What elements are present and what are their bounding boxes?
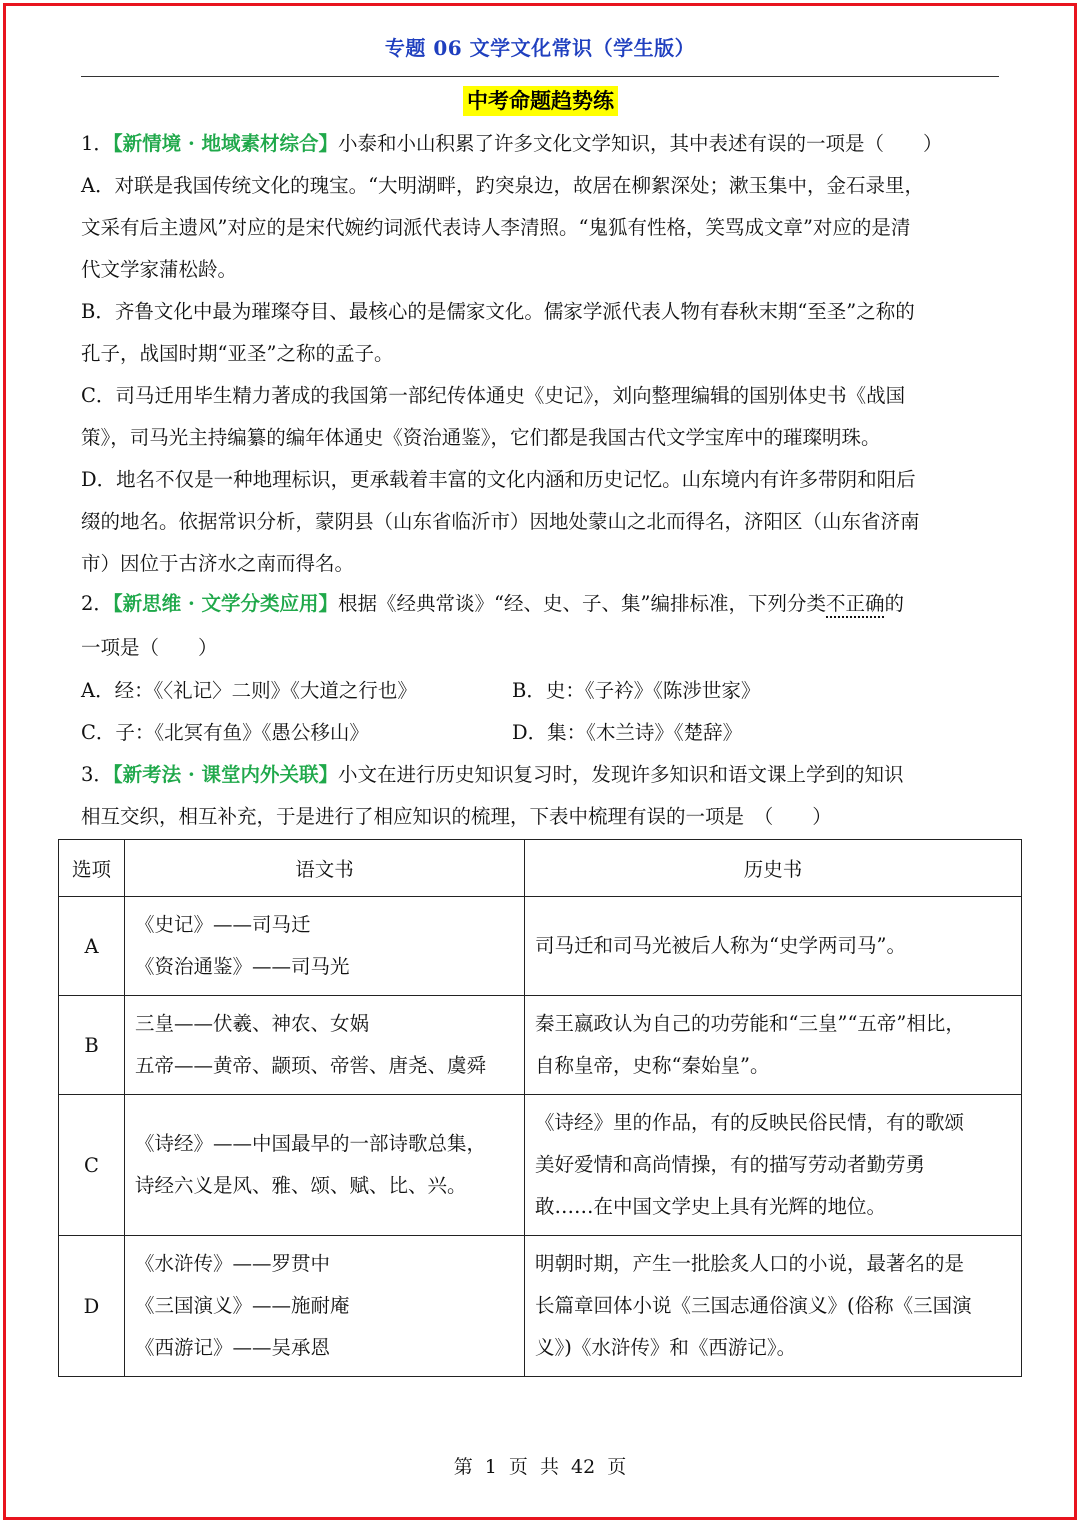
comparison-table xyxy=(58,839,1022,1377)
q2-number: 2． xyxy=(81,592,113,615)
q1-number: 1． xyxy=(81,132,113,155)
q1-stem-line xyxy=(81,130,943,158)
history-cell xyxy=(525,897,1022,996)
history-cell xyxy=(525,1095,1022,1236)
q3-number: 3． xyxy=(81,763,113,786)
header-history-book: 历史书 xyxy=(525,840,1022,897)
table-row xyxy=(59,1236,1022,1377)
q2-stem-line xyxy=(81,590,904,618)
cell-line: 诗经六义是风、雅、颂、赋、比、兴。 xyxy=(135,1174,467,1197)
cell-line: 明朝时期，产生一批脍炙人口的小说，最著名的是 xyxy=(535,1252,965,1275)
q2-option-c: C．子：《北冥有鱼》《愚公移山》 xyxy=(81,721,369,744)
q2-tag: 【新思维 · 文学分类应用】 xyxy=(112,592,339,615)
row-key: A xyxy=(59,897,125,996)
cell-line: 司马迁和司马光被后人称为“史学两司马”。 xyxy=(535,934,906,957)
cell-line: 五帝——黄帝、颛顼、帝喾、唐尧、虞舜 xyxy=(135,1054,487,1077)
header-option: 选项 xyxy=(59,840,125,897)
table-row xyxy=(59,996,1022,1095)
q2-stem-end: 的 xyxy=(884,592,905,615)
cell-line: 《史记》——司马迁 xyxy=(135,913,311,936)
q1-tag: 【新情境 · 地域素材综合】 xyxy=(112,132,339,155)
q2-option-d: D．集：《木兰诗》《楚辞》 xyxy=(512,721,743,744)
table-row xyxy=(59,897,1022,996)
cell-line: 义》)《水浒传》和《西游记》。 xyxy=(535,1336,797,1359)
cell-line: 《水浒传》——罗贯中 xyxy=(135,1252,331,1275)
chinese-cell xyxy=(125,1236,525,1377)
history-cell xyxy=(525,1236,1022,1377)
q1-option-a-line-3: 代文学家蒲松龄。 xyxy=(81,258,238,281)
q3-stem-line-2: 相互交织，相互补充，于是进行了相应知识的梳理，下表中梳理有误的一项是 （ ） xyxy=(81,805,832,828)
q1-option-d-line-1: D．地名不仅是一种地理标识，更承载着丰富的文化内涵和历史记忆。山东境内有许多带阴和阳后 xyxy=(81,468,916,491)
q1-option-c-line-2: 策》，司马光主持编纂的编年体通史《资治通鉴》，它们都是我国古代文学宝库中的璀璨明珠。 xyxy=(81,426,881,449)
q3-stem: 小文在进行历史知识复习时，发现许多知识和语文课上学到的知识 xyxy=(338,763,904,786)
q1-option-a-line-2: 文采有后主遗风”对应的是宋代婉约词派代表诗人李清照。“鬼狐有性格，笑骂成文章”对应的是清 xyxy=(81,216,911,239)
table-row xyxy=(59,1095,1022,1236)
page-footer: 第 1 页 共 42 页 xyxy=(453,1456,627,1478)
section-title: 中考命题趋势练 xyxy=(463,86,618,116)
cell-line: 《诗经》——中国最早的一部诗歌总集， xyxy=(135,1132,487,1155)
q1-option-b-line-1: B．齐鲁文化中最为璀璨夺目、最核心的是儒家文化。儒家学派代表人物有春秋末期“至圣”之称的 xyxy=(81,300,915,323)
cell-line: 三皇——伏羲、神农、女娲 xyxy=(135,1012,370,1035)
header-divider xyxy=(81,76,999,77)
history-cell xyxy=(525,996,1022,1095)
row-key: C xyxy=(59,1095,125,1236)
cell-line: 美好爱情和高尚情操，有的描写劳动者勤劳勇 xyxy=(535,1153,926,1176)
row-key: D xyxy=(59,1236,125,1377)
cell-line: 长篇章回体小说《三国志通俗演义》(俗称《三国演 xyxy=(535,1294,972,1317)
cell-line: 《资治通鉴》——司马光 xyxy=(135,955,350,978)
document-header-title: 专题 06 文学文化常识（学生版） xyxy=(384,36,696,60)
cell-line: 《诗经》里的作品，有的反映民俗民情，有的歌颂 xyxy=(535,1111,965,1134)
q1-option-c-line-1: C．司马迁用毕生精力著成的我国第一部纪传体通史《史记》，刘向整理编辑的国别体史书《战国 xyxy=(81,384,906,407)
q2-emphasis: 不正确 xyxy=(826,592,885,615)
q1-option-a-line-1: A．对联是我国传统文化的瑰宝。“大明湖畔，趵突泉边，故居在柳絮深处；漱玉集中，金石录里， xyxy=(81,174,925,197)
q3-stem-line xyxy=(81,761,904,789)
row-key: B xyxy=(59,996,125,1095)
q2-option-a: A．经：《〈礼记〉二则》《大道之行也》 xyxy=(81,679,417,702)
q1-option-d-line-3: 市）因位于古济水之南而得名。 xyxy=(81,552,355,575)
q1-option-b-line-2: 孔子，战国时期“亚圣”之称的孟子。 xyxy=(81,342,394,365)
cell-line: 《西游记》——吴承恩 xyxy=(135,1336,331,1359)
q2-option-b: B．史：《子衿》《陈涉世家》 xyxy=(512,679,761,702)
q2-stem: 根据《经典常谈》“经、史、子、集”编排标准，下列分类 xyxy=(338,592,826,615)
chinese-cell xyxy=(125,1095,525,1236)
q1-stem: 小泰和小山积累了许多文化文学知识，其中表述有误的一项是（ ） xyxy=(338,132,943,155)
header-chinese-book: 语文书 xyxy=(125,840,525,897)
chinese-cell xyxy=(125,897,525,996)
table-header-row xyxy=(59,840,1022,897)
q1-option-d-line-2: 缀的地名。依据常识分析，蒙阴县（山东省临沂市）因地处蒙山之北而得名，济阳区（山东省济南 xyxy=(81,510,920,533)
cell-line: 秦王嬴政认为自己的功劳能和“三皇”“五帝”相比， xyxy=(535,1012,965,1035)
q2-stem-line-2: 一项是（ ） xyxy=(81,636,218,659)
cell-line: 敢……在中国文学史上具有光辉的地位。 xyxy=(535,1195,887,1218)
cell-line: 自称皇帝，史称“秦始皇”。 xyxy=(535,1054,770,1077)
cell-line: 《三国演义》——施耐庵 xyxy=(135,1294,350,1317)
chinese-cell xyxy=(125,996,525,1095)
q3-tag: 【新考法 · 课堂内外关联】 xyxy=(112,763,339,786)
